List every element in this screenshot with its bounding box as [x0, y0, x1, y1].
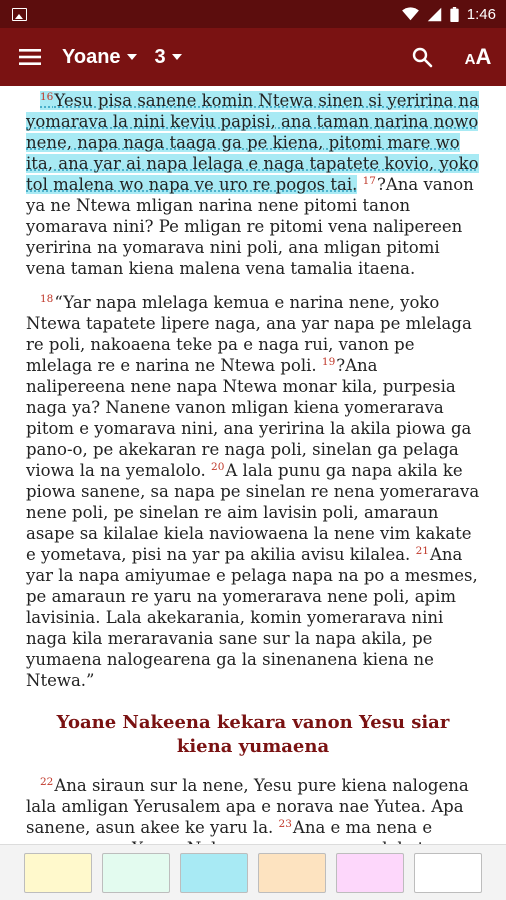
status-bar: [0, 0, 506, 28]
verse-18[interactable]: [26, 293, 472, 375]
wifi-icon: [402, 7, 419, 21]
font-size-button[interactable]: [450, 28, 506, 86]
verse-number: 19: [321, 355, 336, 368]
verse-text: Ana yar la napa amiyumae e pelaga napa na po a mesmes, pe amaraun re yaru na yomerarava nene poli, apim lavisinia. Lala akekarania, komin yomerarava nini naga kila meraravania sane sur la napa akila, pe yumaena nalogearena ga la sinenanena kiena ne Ntewa.”: [26, 545, 478, 690]
highlight-swatch-peach[interactable]: [258, 853, 326, 893]
verse-number: 16: [40, 90, 54, 103]
verse-number: 20: [211, 460, 225, 473]
section-heading: Yoane Nakeena kekara vanon Yesu siar kiena yumaena: [56, 712, 450, 757]
highlight-color-bar: [0, 844, 506, 900]
verse-text: ?Ana vanon ya ne Ntewa mligan narina nene pitomi tanon yomarava nini? Pe mligan re pitomi vena nalipereen yeririna na yomarava nini poli, ana mligan pitomi vena taman kiena malena vena tamalia itaena.: [26, 175, 474, 278]
status-time: 1:46: [466, 5, 496, 23]
book-selector[interactable]: [62, 46, 137, 69]
paragraph: [26, 90, 480, 279]
highlight-swatch-yellow[interactable]: [24, 853, 92, 893]
chapter-content[interactable]: [0, 86, 506, 844]
verse-number: 21: [415, 544, 429, 557]
hamburger-icon: [19, 49, 41, 65]
verse-number: 22: [40, 775, 54, 788]
book-name: Yoane: [62, 45, 121, 68]
verse-21[interactable]: [26, 545, 478, 690]
verse-text: A lala punu ga napa akila ke piowa sanene, sa napa pe sinelan re nena yomerarava nene poli, pe sinelan re aim lavisin poli, amaraun asape sa kilalae kiela naviowaena la nene vim kakate e yometava, pisi na yar pa akilia avisu kilalea.: [26, 461, 480, 564]
verse-number: 17: [362, 174, 376, 187]
gallery-icon: [12, 8, 27, 21]
highlight-swatch-cyan[interactable]: [180, 853, 248, 893]
search-icon: [412, 47, 432, 67]
search-button[interactable]: [394, 28, 450, 86]
verse-text: ?Ana nalipereena nene napa Ntewa monar kila, purpesia naga ya? Nanene vanon mligan kiena yomerarava pitom e yomarava nini, ana yeririna la akila piowa ga pano-o, pe akekaran re naga poli, sinelan ga pelaga viowa la na yemalolo.: [26, 356, 472, 480]
verse-text: “Yar napa mlelaga kemua e narina nene, yoko Ntewa tapatete lipere naga, ana yar napa pe mlelaga re poli, nakoaena teke pa e naga rui, vanon pe mlelaga re e narina ne Ntewa poli.: [26, 293, 472, 375]
chevron-down-icon: [172, 54, 182, 60]
font-size-icon: A A: [464, 44, 492, 69]
battery-icon: [450, 7, 459, 22]
app-bar: [0, 28, 506, 86]
verse-number: 18: [40, 292, 54, 305]
verse-text: Ana siraun sur la nene, Yesu pure kiena nalogena lala amligan Yerusalem apa e norava nae Yutea. Apa sanene, asun akee ke yaru la.: [26, 776, 469, 837]
highlight-swatch-clear[interactable]: [414, 853, 482, 893]
status-right: [402, 6, 496, 23]
highlight-swatch-pink[interactable]: [336, 853, 404, 893]
verse-text: Yesu pisa sanene komin Ntewa sinen si yeririna na yomarava la nini keviu papisi, ana taman narina nowo nene, napa naga taaga ga pe kiena, pitomi mare wo ita, ana yar ai napa lelaga e naga tapatete kovio, yoko tol malena wo napa ve uro re pogos tai.: [26, 91, 480, 194]
highlight-swatch-mint[interactable]: [102, 853, 170, 893]
menu-button[interactable]: [0, 28, 60, 86]
signal-icon: [427, 7, 442, 22]
paragraph: [26, 292, 480, 691]
chapter-number: 3: [154, 45, 166, 68]
chevron-down-icon: [127, 54, 137, 60]
chapter-selector[interactable]: [155, 46, 182, 69]
verse-text: Ana e ma nena e: [292, 818, 433, 837]
status-left: [12, 8, 27, 21]
verse-number: 23: [278, 817, 292, 830]
